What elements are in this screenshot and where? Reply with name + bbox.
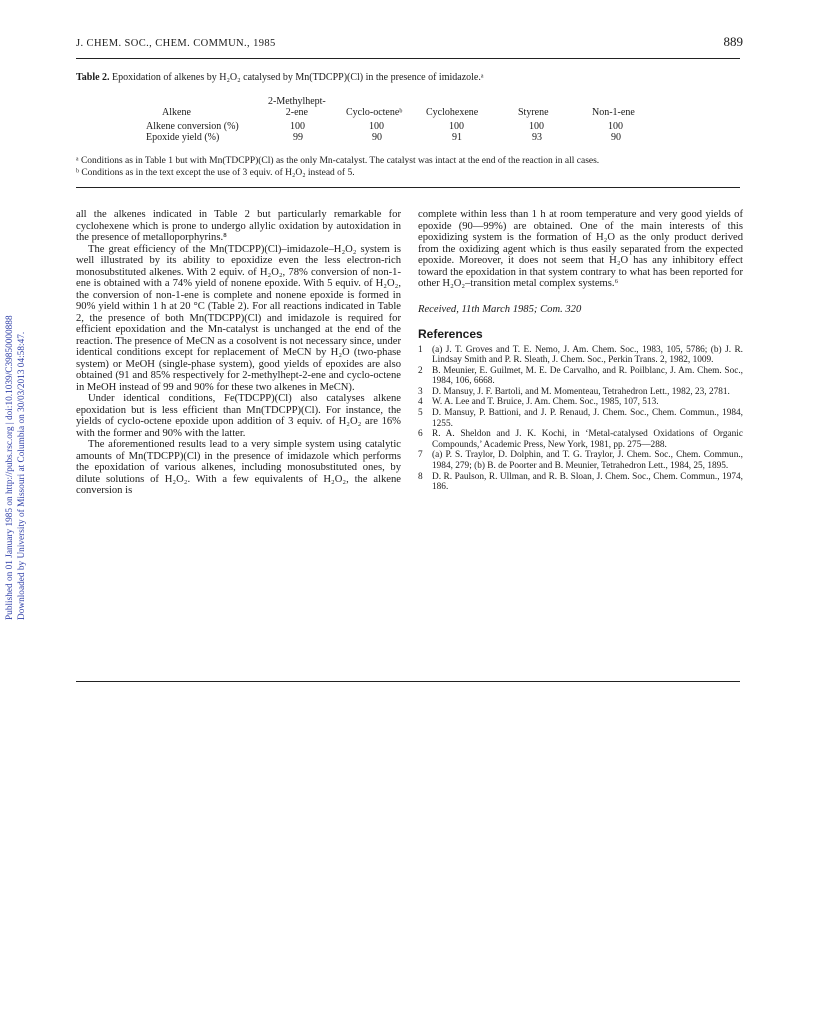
- reference-text: (a) J. T. Groves and T. E. Nemo, J. Am. Chem. Soc., 1983, 105, 5786; (b) J. R. Lindsay Smith and P. R. Sleath, J. Chem. Soc., Perkin Trans. 2, 1982, 1009.: [432, 344, 743, 366]
- reference-number: 3: [418, 386, 423, 397]
- row-label: Alkene conversion (%): [146, 121, 239, 132]
- page-number: 889: [723, 34, 743, 49]
- header-rule: [76, 58, 740, 59]
- right-column: [418, 209, 743, 493]
- body-paragraph: The great efficiency of the Mn(TDCPP)(Cl)–imidazole–H₂O₂ system is well illustrated by its ability to epoxidize even the less electron-rich monosubstituted alkenes. With 2 equiv. of H₂O₂, 78% conversion of non-1-ene is obtained with a 74% yield of nonene epoxide. With 5 equiv. of H₂O₂, the conversion of non-1-ene is complete and nonene epoxide is formed in 90% yield within 1 h at 20 °C (Table 2). For all reactions indicated in Table 2, the presence of both Mn(TDCPP)(Cl) and imidazole is required for efficient epoxidation and the Mn-catalyst is unchanged at the end of the reaction. The presence of MeCN as a cosolvent is not necessary since, under identical conditions except for replacement of MeCN by H₂O (two-phase system) or MeOH (single-phase system), good yields of epoxides are also obtained (91 and 85% respectively for 2-methylhept-2-ene and cyclo-octene in MeOH instead of 99 and 90% for these two alkenes in MeCN).: [76, 243, 401, 393]
- left-column: [76, 209, 401, 497]
- table-cell: 100: [608, 121, 623, 132]
- table-cell: 93: [532, 132, 542, 143]
- reference-text: W. A. Lee and T. Bruice, J. Am. Chem. Soc., 1985, 107, 513.: [432, 397, 659, 408]
- reference-text: D. Mansuy, P. Battioni, and J. P. Renaud, J. Chem. Soc., Chem. Commun., 1984, 1255.: [432, 408, 743, 429]
- table-cell: 91: [452, 132, 462, 143]
- reference-text: (a) P. S. Traylor, D. Dolphin, and T. G. Traylor, J. Chem. Soc., Chem. Commun., 1984, 279; (b) B. de Poorter and B. Meunier, Tetrahedron Lett., 1984, 25, 1895.: [432, 450, 743, 472]
- reference-text: D. Mansuy, J. F. Bartoli, and M. Momenteau, Tetrahedron Lett., 1982, 23, 2781.: [432, 386, 730, 397]
- received-date: Received, 11th March 1985; Com. 320: [418, 303, 582, 315]
- reference-item: [418, 429, 743, 450]
- reference-number: 2: [418, 365, 423, 376]
- table-header-cell: Cyclohexene: [426, 107, 479, 118]
- table-header-cell: Alkene: [162, 107, 191, 118]
- table-footnote: ᵃ Conditions as in Table 1 but with Mn(TDCPP)(Cl) as the only Mn-catalyst. The catalyst was intact at the end of the reaction in all cases.: [76, 156, 600, 166]
- reference-item: [418, 387, 743, 398]
- table-caption: [76, 72, 484, 83]
- references-list: [418, 345, 743, 493]
- table-row: [120, 132, 680, 143]
- running-header: J. CHEM. SOC., CHEM. COMMUN., 1985: [76, 38, 276, 49]
- table-cell: 99: [293, 132, 303, 143]
- reference-text: B. Meunier, E. Guilmet, M. E. De Carvalho, and R. Poilblanc, J. Am. Chem. Soc., 1984, 106, 6668.: [432, 365, 743, 387]
- download-notice-line: Published on 01 January 1985 on http://pubs.rsc.org | doi:10.1039/C39850000888: [5, 315, 15, 620]
- reference-text: R. A. Sheldon and J. K. Kochi, in ‘Metal-catalysed Oxidations of Organic Compounds,’ Academic Press, New York, 1981, pp. 275—288.: [432, 429, 743, 450]
- reference-number: 6: [418, 429, 423, 440]
- table-header-cell: 2-Methylhept- 2-ene: [268, 96, 326, 118]
- download-notice-line: Downloaded by University of Missouri at Columbia on 30/03/2013 04:58:47.: [17, 331, 27, 620]
- reference-number: 1: [418, 344, 423, 355]
- body-paragraph: The aforementioned results lead to a very simple system using catalytic amounts of Mn(TDCPP)(Cl) in the presence of imidazole which performs the epoxidation of various alkenes, including monosubstituted ones, by dilute solutions of H₂O₂. With a few equivalents of H₂O₂, the alkene conversion is: [76, 439, 401, 496]
- body-paragraph: Under identical conditions, Fe(TDCPP)(Cl) also catalyses alkene epoxidation but is less efficient than Mn(TDCPP)(Cl). For instance, the yields of cyclo-octene epoxide upon addition of 3 equiv. of H₂O₂ are 16% with the former and 90% with the latter.: [76, 393, 401, 439]
- reference-item: [418, 450, 743, 471]
- table-header-cell: Non-1-ene: [592, 107, 635, 118]
- table-caption-text: Epoxidation of alkenes by H₂O₂ catalysed by Mn(TDCPP)(Cl) in the presence of imidazole.ᵃ: [112, 72, 484, 83]
- results-table: [120, 96, 680, 143]
- reference-number: 7: [418, 450, 423, 461]
- body-paragraph: all the alkenes indicated in Table 2 but particularly remarkable for cyclohexene which is prone to undergo allylic oxidation by autoxidation in the presence of metalloporphyrins.⁸: [76, 209, 401, 243]
- references-heading: References: [418, 327, 483, 341]
- table-cell: 90: [611, 132, 621, 143]
- body-paragraph: complete within less than 1 h at room temperature and very good yields of epoxide (90—99%) are obtained. One of the main interests of this epoxidizing system is the formation of H₂O as the only product derived from the oxidizing agent which is thus easily separated from the expected epoxide. Moreover, it does not seem that H₂O has any inhibitory effect toward the epoxidation in that system contrary to what has been reported for other H₂O₂–transition metal complex systems.⁶: [418, 209, 743, 289]
- reference-item: [418, 408, 743, 429]
- table-cell: 100: [449, 121, 464, 132]
- table-cell: 100: [369, 121, 384, 132]
- table-cell: 100: [290, 121, 305, 132]
- reference-item: [418, 397, 743, 408]
- reference-item: [418, 472, 743, 493]
- reference-number: 4: [418, 397, 423, 408]
- table-cell: 90: [372, 132, 382, 143]
- reference-text: D. R. Paulson, R. Ullman, and R. B. Sloan, J. Chem. Soc., Chem. Commun., 1974, 186.: [432, 471, 743, 493]
- table-bottom-rule: [76, 187, 740, 188]
- table-header-row: [120, 96, 680, 118]
- reference-item: [418, 366, 743, 387]
- footer-rule: [76, 681, 740, 682]
- reference-number: 5: [418, 408, 423, 419]
- table-row: [120, 121, 680, 132]
- reference-item: [418, 345, 743, 366]
- table-header-cell: Styrene: [518, 107, 549, 118]
- table-footnote: ᵇ Conditions as in the text except the use of 3 equiv. of H₂O₂ instead of 5.: [76, 168, 355, 178]
- table-caption-label: Table 2.: [76, 72, 110, 83]
- table-header-cell: Cyclo-octeneᵇ: [346, 107, 403, 118]
- reference-number: 8: [418, 471, 423, 482]
- table-cell: 100: [529, 121, 544, 132]
- row-label: Epoxide yield (%): [146, 132, 220, 143]
